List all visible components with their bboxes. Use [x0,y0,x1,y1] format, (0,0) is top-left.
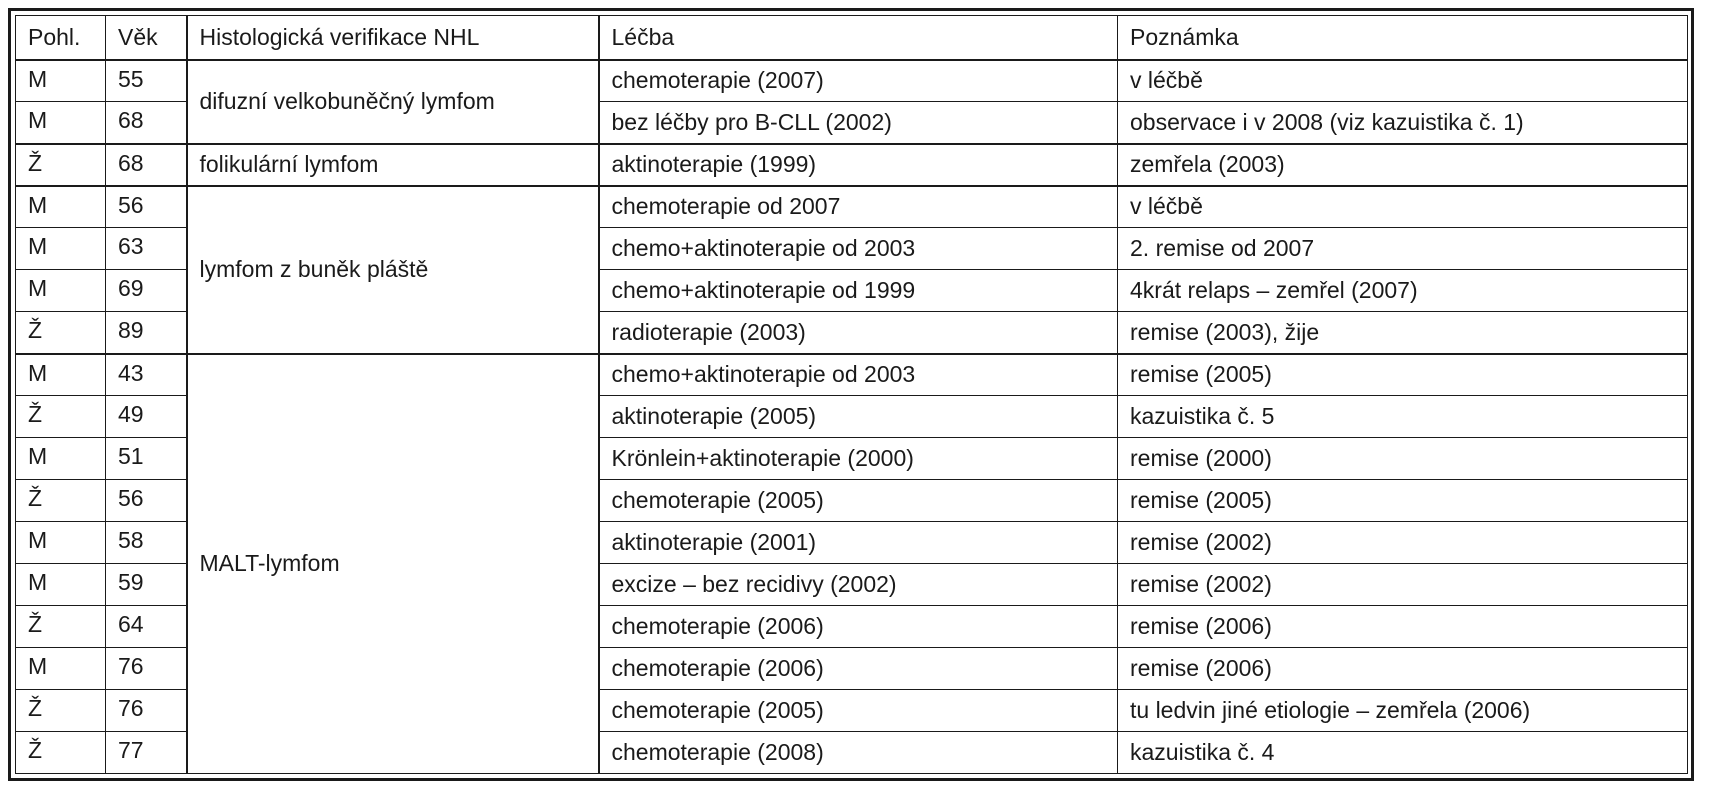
cell-age: 76 [106,689,187,731]
cell-treatment: chemoterapie (2006) [599,605,1118,647]
cell-age: 58 [106,521,187,563]
cell-treatment: chemo+aktinoterapie od 2003 [599,354,1118,396]
cell-age: 59 [106,563,187,605]
header-sex: Pohl. [16,16,106,60]
cell-note: remise (2002) [1118,563,1688,605]
cell-treatment: aktinoterapie (2005) [599,396,1118,438]
header-age: Věk [106,16,187,60]
cell-age: 55 [106,60,187,102]
cell-sex: Ž [16,689,106,731]
cell-age: 56 [106,479,187,521]
cell-note: 2. remise od 2007 [1118,228,1688,270]
cell-histology: difuzní velkobuněčný lymfom [187,60,599,144]
cell-age: 68 [106,102,187,144]
header-note: Poznámka [1118,16,1688,60]
cell-note: remise (2003), žije [1118,312,1688,354]
cell-sex: M [16,102,106,144]
cell-note: remise (2005) [1118,354,1688,396]
cell-age: 56 [106,186,187,228]
cell-sex: M [16,270,106,312]
nhl-patients-table [15,15,1688,774]
cell-treatment: chemoterapie (2005) [599,479,1118,521]
header-row [16,16,1688,60]
cell-sex: Ž [16,731,106,773]
cell-sex: Ž [16,144,106,186]
cell-treatment: Krönlein+aktinoterapie (2000) [599,438,1118,480]
cell-treatment: aktinoterapie (1999) [599,144,1118,186]
cell-sex: M [16,354,106,396]
cell-treatment: chemoterapie od 2007 [599,186,1118,228]
cell-sex: Ž [16,396,106,438]
cell-histology: lymfom z buněk pláště [187,186,599,354]
table-row [16,60,1688,102]
cell-histology: folikulární lymfom [187,144,599,186]
cell-treatment: chemo+aktinoterapie od 1999 [599,270,1118,312]
header-treatment: Léčba [599,16,1118,60]
cell-note: kazuistika č. 4 [1118,731,1688,773]
cell-note: remise (2006) [1118,605,1688,647]
cell-sex: M [16,60,106,102]
cell-note: v léčbě [1118,186,1688,228]
cell-sex: M [16,186,106,228]
cell-age: 49 [106,396,187,438]
cell-note: remise (2000) [1118,438,1688,480]
table-row [16,186,1688,228]
cell-sex: M [16,228,106,270]
cell-treatment: radioterapie (2003) [599,312,1118,354]
cell-sex: M [16,438,106,480]
cell-note: kazuistika č. 5 [1118,396,1688,438]
cell-note: 4krát relaps – zemřel (2007) [1118,270,1688,312]
cell-age: 43 [106,354,187,396]
table-row [16,144,1688,186]
cell-treatment: aktinoterapie (2001) [599,521,1118,563]
cell-treatment: bez léčby pro B-CLL (2002) [599,102,1118,144]
cell-sex: Ž [16,312,106,354]
cell-age: 64 [106,605,187,647]
table-row [16,354,1688,396]
cell-age: 77 [106,731,187,773]
header-histology: Histologická verifikace NHL [187,16,599,60]
cell-note: observace i v 2008 (viz kazuistika č. 1) [1118,102,1688,144]
cell-histology: MALT-lymfom [187,354,599,774]
cell-sex: M [16,647,106,689]
cell-age: 63 [106,228,187,270]
cell-note: tu ledvin jiné etiologie – zemřela (2006) [1118,689,1688,731]
cell-treatment: chemoterapie (2006) [599,647,1118,689]
cell-treatment: chemoterapie (2008) [599,731,1118,773]
cell-age: 89 [106,312,187,354]
cell-treatment: chemoterapie (2005) [599,689,1118,731]
cell-sex: Ž [16,605,106,647]
cell-sex: Ž [16,479,106,521]
cell-treatment: excize – bez recidivy (2002) [599,563,1118,605]
cell-age: 68 [106,144,187,186]
cell-age: 76 [106,647,187,689]
cell-note: remise (2002) [1118,521,1688,563]
cell-note: zemřela (2003) [1118,144,1688,186]
cell-age: 51 [106,438,187,480]
cell-treatment: chemo+aktinoterapie od 2003 [599,228,1118,270]
cell-treatment: chemoterapie (2007) [599,60,1118,102]
cell-sex: M [16,521,106,563]
cell-age: 69 [106,270,187,312]
cell-note: v léčbě [1118,60,1688,102]
cell-sex: M [16,563,106,605]
cell-note: remise (2006) [1118,647,1688,689]
cell-note: remise (2005) [1118,479,1688,521]
